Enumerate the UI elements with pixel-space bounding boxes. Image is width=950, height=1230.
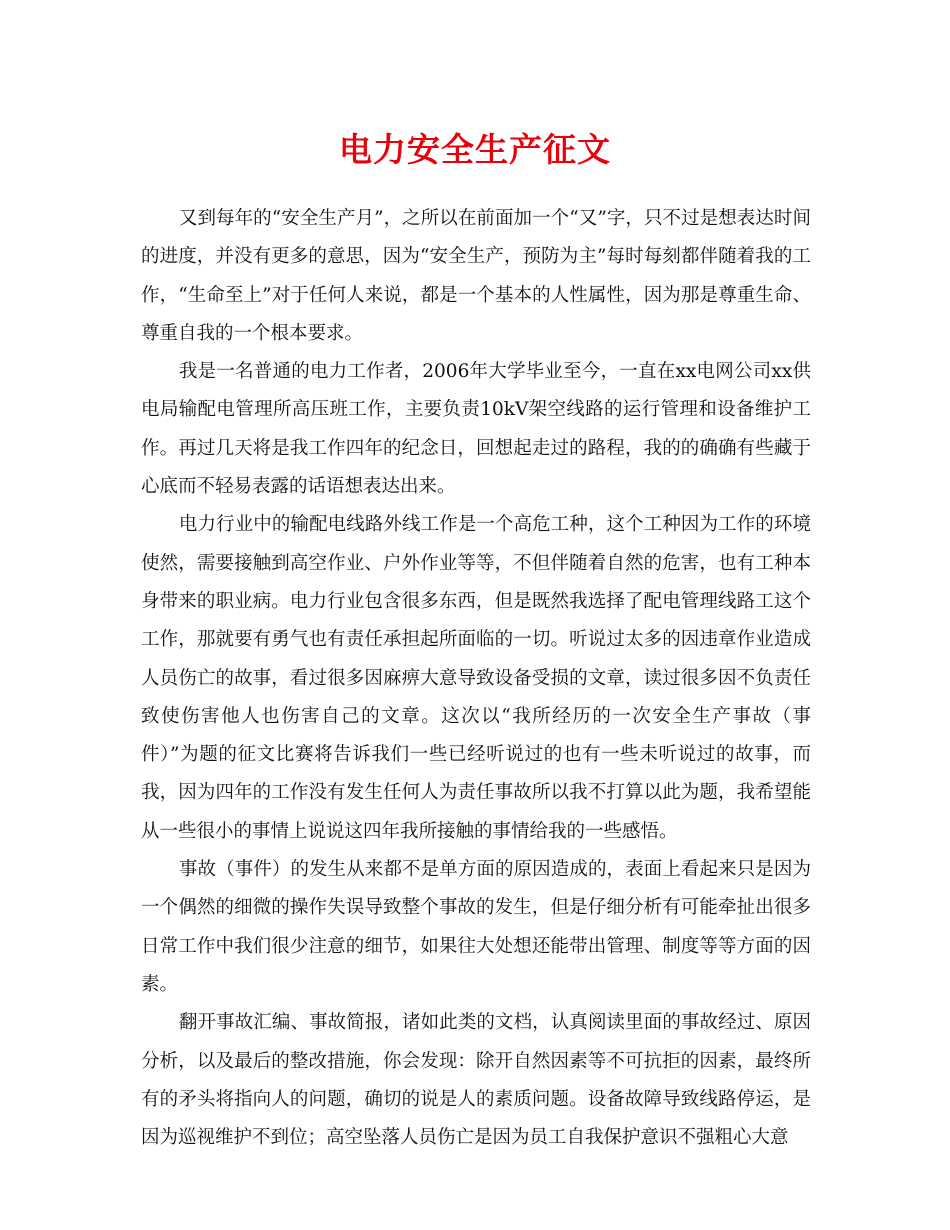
paragraph-2: 我是一名普通的电力工作者，2006年大学毕业至今，一直在xx电网公司xx供电局输配电管理所高压班工作，主要负责10kV架空线路的运行管理和设备维护工作。再过几天将是我工作四年的纪念日，回想起走过的路程，我的的确确有些藏于心底而不轻易表露的话语想表达出来。 <box>141 361 811 498</box>
document-title: 电力安全生产征文 <box>339 130 611 169</box>
paragraph-5: 翻开事故汇编、事故简报，诸如此类的文档，认真阅读里面的事故经过、原因分析，以及最后的整改措施，你会发现：除开自然因素等不可抗拒的因素，最终所有的矛头将指向人的问题，确切的说是人的素质问题。设备故障导致线路停运，是因为巡视维护不到位；高空坠落人员伤亡是因为员工自我保护意识不强粗心大意 <box>141 1012 811 1149</box>
document-body <box>141 200 811 1157</box>
paragraph-3: 电力行业中的输配电线路外线工作是一个高危工种，这个工种因为工作的环境使然，需要接触到高空作业、户外作业等等，不但伴随着自然的危害，也有工种本身带来的职业病。电力行业包含很多东西，但是既然我选择了配电管理线路工这个工作，那就要有勇气也有责任承担起所面临的一切。听说过太多的因违章作业造成人员伤亡的故事，看过很多因麻痹大意导致设备受损的文章，读过很多因不负责任致使伤害他人也伤害自己的文章。这次以“我所经历的一次安全生产事故（事件）”为题的征文比赛将告诉我们一些已经听说过的也有一些未听说过的故事，而我，因为四年的工作没有发生任何人为责任事故所以我不打算以此为题，我希望能从一些很小的事情上说说这四年我所接触的事情给我的一些感悟。 <box>141 514 811 842</box>
paragraph-1: 又到每年的“安全生产月”，之所以在前面加一个“又”字，只不过是想表达时间的进度，并没有更多的意思，因为“安全生产，预防为主”每时每刻都伴随着我的工作，“生命至上”对于任何人来说，都是一个基本的人性属性，因为那是尊重生命、尊重自我的一个根本要求。 <box>141 208 811 344</box>
paragraph-4: 事故（事件）的发生从来都不是单方面的原因造成的，表面上看起来只是因为一个偶然的细微的操作失误导致整个事故的发生，但是仔细分析有可能牵扯出很多日常工作中我们很少注意的细节，如果往大处想还能带出管理、制度等等方面的因素。 <box>141 859 811 995</box>
